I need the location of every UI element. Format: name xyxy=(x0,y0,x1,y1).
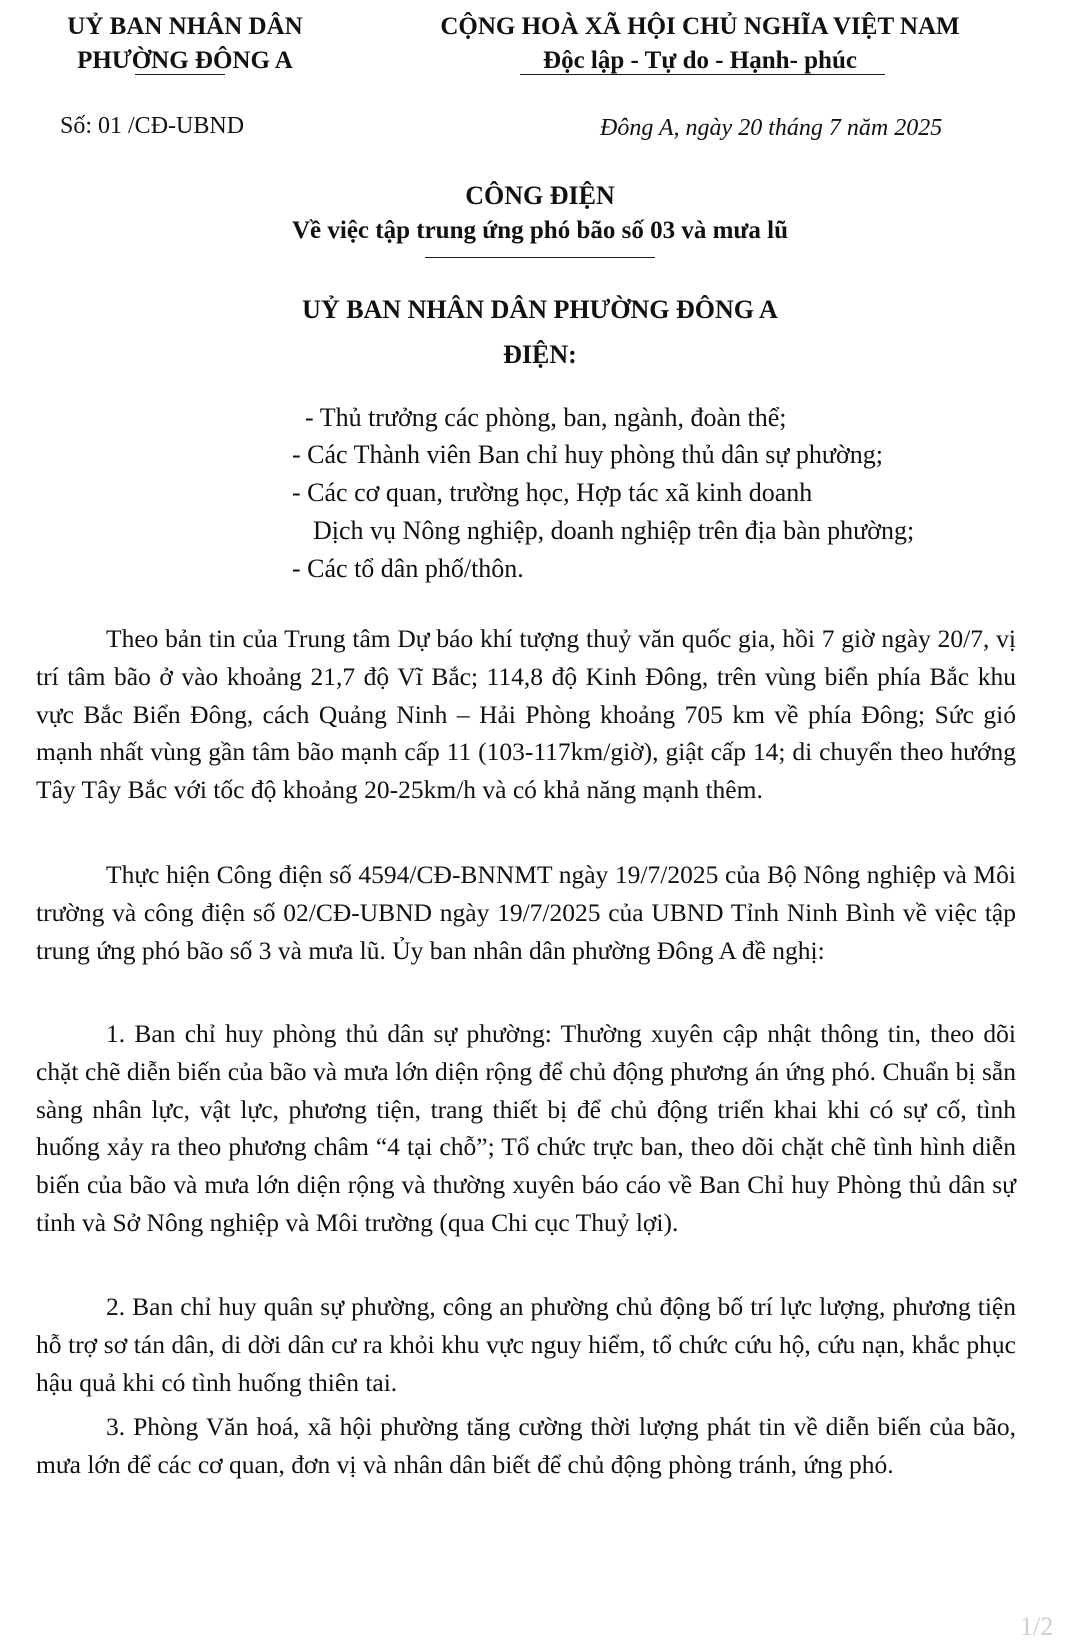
recipient-item: Dịch vụ Nông nghiệp, doanh nghiệp trên địa bàn phường; xyxy=(313,516,915,545)
recipient-item: - Các cơ quan, trường học, Hợp tác xã kinh doanh xyxy=(292,478,813,507)
body-paragraph: 1. Ban chỉ huy phòng thủ dân sự phường: Thường xuyên cập nhật thông tin, theo dõi chặt chẽ diễn biến của bão và mưa lớn diện rộng để chủ động phương án ứng phó. Chuẩn bị sẵn sàng nhân lực, vật lực, phương tiện, trang thiết bị để chủ động triển khai khi có sự cố, tình huống xảy ra theo phương châm “4 tại chỗ”; Tổ chức trực ban, theo dõi chặt chẽ tình hình diễn biến của bão và mưa lớn diện rộng và thường xuyên báo cáo về Ban Chỉ huy Phòng thủ dân sự tỉnh và Sở Nông nghiệp và Môi trường (qua Chi cục Thuỷ lợi). xyxy=(36,1019,1016,1237)
body-paragraph: 3. Phòng Văn hoá, xã hội phường tăng cường thời lượng phát tin về diễn biến của bão, mưa lớn để các cơ quan, đơn vị và nhân dân biết để chủ động phòng tránh, ứng phó. xyxy=(36,1412,1016,1479)
sender-heading: UỶ BAN NHÂN DÂN PHƯỜNG ĐÔNG A xyxy=(302,295,778,324)
national-motto: Độc lập - Tự do - Hạnh- phúc xyxy=(543,47,857,74)
body-paragraph: Thực hiện Công điện số 4594/CĐ-BNNMT ngày 19/7/2025 của Bộ Nông nghiệp và Môi trường và công điện số 02/CĐ-UBND ngày 19/7/2025 của UBND Tỉnh Ninh Bình về việc tập trung ứng phó bão số 3 và mưa lũ. Ủy ban nhân dân phường Đông A đề nghị: xyxy=(36,860,1016,965)
body-paragraph: Theo bản tin của Trung tâm Dự báo khí tượng thuỷ văn quốc gia, hồi 7 giờ ngày 20/7, vị trí tâm bão ở vào khoảng 21,7 độ Vĩ Bắc; 114,8 độ Kinh Đông, trên vùng biển phía Bắc khu vực Bắc Biển Đông, cách Quảng Ninh – Hải Phòng khoảng 705 km về phía Đông; Sức gió mạnh nhất vùng gần tâm bão mạnh cấp 11 (103-117km/giờ), giật cấp 14; di chuyển theo hướng Tây Tây Bắc với tốc độ khoảng 20-25km/h và có khả năng mạnh thêm. xyxy=(36,624,1016,805)
national-heading xyxy=(380,10,1020,78)
dien-heading: ĐIỆN: xyxy=(503,340,577,369)
recipient-item: - Thủ trưởng các phòng, ban, ngành, đoàn thể; xyxy=(305,403,787,432)
document-subtitle: Về việc tập trung ứng phó bão số 03 và mưa lũ xyxy=(291,217,789,244)
recipient-item: - Các Thành viên Ban chỉ huy phòng thủ dân sự phường; xyxy=(292,440,883,469)
authority-underline xyxy=(135,74,225,75)
page-indicator: 1/2 xyxy=(1020,1612,1054,1641)
motto-underline xyxy=(520,74,885,75)
recipient-item: - Các tổ dân phố/thôn. xyxy=(292,554,524,583)
dateline: Đông A, ngày 20 tháng 7 năm 2025 xyxy=(600,115,943,141)
document-number: Số: 01 /CĐ-UBND xyxy=(60,113,245,139)
body-paragraph: 2. Ban chỉ huy quân sự phường, công an phường chủ động bố trí lực lượng, phương tiện hỗ trợ sơ tán dân, di dời dân cư ra khỏi khu vực nguy hiểm, tổ chức cứu hộ, cứu nạn, khắc phục hậu quả khi có tình huống thiên tai. xyxy=(36,1292,1016,1397)
title-underline xyxy=(425,257,655,258)
issuing-authority xyxy=(30,10,340,78)
authority-line-2: PHƯỜNG ĐÔNG A xyxy=(77,47,293,74)
national-title: CỘNG HOÀ XÃ HỘI CHỦ NGHĨA VIỆT NAM xyxy=(440,13,960,40)
authority-line-1: UỶ BAN NHÂN DÂN xyxy=(67,13,303,40)
document-title: CÔNG ĐIỆN xyxy=(465,181,615,210)
